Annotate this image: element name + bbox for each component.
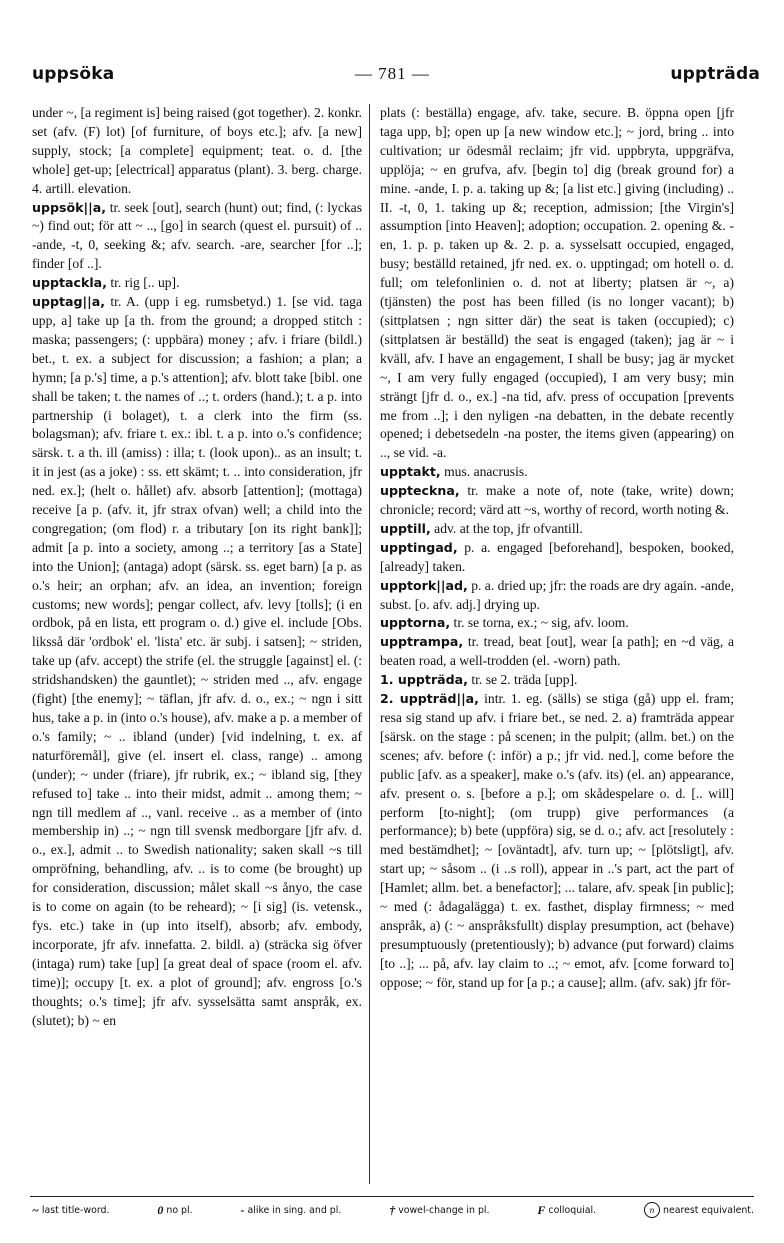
- legend-item: 0 no pl.: [157, 1202, 193, 1217]
- entry: [380, 104, 734, 463]
- headword: upptrampa,: [380, 634, 464, 650]
- legend-item: - alike in sing. and pl.: [240, 1202, 342, 1217]
- circled-n-icon: n: [644, 1202, 660, 1218]
- entry-text: adv. at the top, jfr ofvantill.: [434, 520, 583, 536]
- legend-item: n nearest equivalent.: [644, 1202, 754, 1218]
- dash-symbol-icon: -: [240, 1202, 245, 1217]
- tilde-symbol-icon: ~: [32, 1202, 39, 1217]
- entry: [380, 671, 734, 690]
- entry-text: tr. se torna, ex.; ~ sig, afv. loom.: [453, 615, 629, 631]
- entry-text: plats (: beställa) engage, afv. take, secure. B. öppna open [jfr taga upp, b]; open up [a new window etc.]; ~ jord, bring .. into cultivation; ur ödesmål reclaim; jfr vid. uppbryta, uppgräfva, upplöja; ~ en grufva, afv. [begin to] dig (break ground for) a mine. -ande, I. p. a. taking up &; [a list etc.] giving (including) .. II. -t, 0, 1. taking up &; reception, admission; [the Virgin's] assumption [into Heaven]; adoption; occupation. 2. opening &. -en, 1. p. p. taken up &. 2. p. a. sysselsatt occupied, engaged, busy; beställd retained, jfr ned. ex. o. upptingad; om hotell o. d. full; om telefonlinien o. d. not at liberty; platsen är ~, a) (tjänsten) the post has been filled (is no longer vacant); b) (sittplatsen ; ngn sitter där) the seat is taken (occupied); c) (sittplatsen är beställd) the seat is engaged (taken); jag är ~ i kväll, afv. I have an engagement, I shall be busy; jag är mycket ~, I am very fully engaged (occupied), I am very busy; min strängt [jfr d. o., ex.] -na tid, afv. press of occupation [prevents me from ..]; i den nyligen -na debatten, in the debate recently opened; i debetsedeln -na poster, the items given (appearing) on .., se vid. -a.: [380, 105, 734, 461]
- right-column: [380, 104, 734, 1186]
- entry-text: intr. 1. eg. (sälls) se stiga (gå) upp el. fram; resa sig stand up afv. i friare bet., se ned. 2. a) framträda appear [särsk. on the stage : på scenen; in the pulpit; (allm. bet.) on the scenes; afv. before (: inför) a p.; jfr vid. ned.], come before the public [afv. as a speaker], make o.'s (afv. its) (el. an) appearance, afv. present o. s. [before a p.]; om skådespelare o. d. [.. will] perform [to-night]; (om trupp) give performances (a performance); b) bete (uppföra) sig, se d. o.; afv. act [resolutely : med bestämdhet]; ~ [oväntadt], afv. turn up; ~ [plötsligt], afv. start up; ~ såsom .. (i ..s roll), appear in ..'s part, act the part of [Hamlet; allm. bet. a benefactor]; ... talare, afv. speak [in public]; ~ med (: ådagalägga) t. ex. fasthet, display firmness; ~ med anspråk, a) (: ~ anspråksfullt) display presumption, act (behave) presumptuously (pretentiously); b) advance (put forward) claims [to ..]; ... på, afv. lay claim to ..; ~ emot, afv. [come forward to] oppose; ~ för, stand up for [a p.; a cause]; allm. (afv. sak) jfr för-: [380, 691, 734, 990]
- entry: [380, 690, 734, 993]
- headword: uppteckna,: [380, 483, 460, 499]
- headword: upptill,: [380, 520, 431, 536]
- entry: [32, 104, 362, 199]
- entry: [380, 614, 734, 633]
- headword: 2. uppträd||a,: [380, 691, 479, 707]
- entry: [380, 577, 734, 615]
- entry: [32, 293, 362, 1030]
- headword: upptackla,: [32, 275, 107, 291]
- entry-text: p. a. engaged [beforehand], bespoken, booked, [already] taken.: [380, 539, 734, 574]
- headword: upptork||ad,: [380, 577, 468, 593]
- column-divider: [369, 104, 370, 1184]
- headword: upptorna,: [380, 615, 451, 631]
- entry-text: under ~, [a regiment is] being raised (got together). 2. konkr. set (afv. (F) lot) [of furniture, of boys etc.]; afv. [a new] supply, stock; [a complete] equipment; teat. o. d. [the whole] get-up; [electrical] apparatus (plant). 3. berg. charge. 4. artill. elevation.: [32, 105, 362, 196]
- entry: [380, 463, 734, 482]
- entry-text: tr. A. (upp i eg. rumsbetyd.) 1. [se vid. taga upp, a] take up [a th. from the ground; a dropped stitch : maska; passengers; (: uppbära) money ; afv. i friare (bildl.) bet., t. ex. a subject for discussion; a fashion; a plan; a hymn; [a p.'s] time, a p.'s attention]; afv. blott take [bibl. one shall be taken; t. the names of ..; t. orders (hand.); t. a p. into partnership (i bolaget), t. a clerk into the firm (ss. bolagsman); afv. friare t. ex.: ibl. t. a p. into o.'s confidence; särsk. t. a th. ill (amiss) : illa; t. (look upon).. as an insult; t. it in jest (as a joke) : ss. ett skämt; t. .. into consideration, jfr ned. ex.]; (helt o. hållet) afv. absorb [attention]; (mottaga) receive [a p. (afv. it, jfr strax ofvan) well; a child into the congregation; (om flod) r. a tributary [on its right bank]]; admit [a p. into a society, among ..; a territory [as a State] into the Union]; (antaga) adopt (särsk. ss. eget barn) [a p. as o.'s heir; an orphan; afv. an idea, an invention; foreign customs; new words]; pengar collect, afv. levy [tolls]; (i en ordbok, på en lista, ett program o. d.) give el. include [Obs. liksså där 'ordbok' el. 'lista' etc. är subj. i satsen]; ~ striden, take up (afv. accept) the strife (el. the struggle [against] el. (: stridshandsken) the gauntlet); ~ striden med .., afv. engage (fight) [the enemy]; ~ täflan, jfr afv. d. o., ex.; ~ ngn i sitt hus, take a p. in (into o.'s house), afv. make a p. a member of o.'s family; ~ .. ibland (under) [vid indelning, t. ex. af naturföremål], give (el. insert el. class, range) .. among (under); ~ under (friare), jfr rubrik, ex.; ~ ibland sig, [they refused to] take .. into their midst, admit .. among them; ~ ngn till medlem af .., vanl. receive .. as a member of (into membership in) ..; ~ ngn till svensk medborgare [jfr afv. d. o., ex.], admit .. to Swedish nationality; saken skall ~s till ompröfning, behandling, afv. .. is to come (be brought) up for consideration, discussion; målet skall ~s ånyo, the case is to come on again (to be reheard); ~ [i sig] (is. vetensk., fys. etc.) take in (up into itself), absorb; afv. embody, incorporate, jfr afv. innefatta. 2. bildl. a) (sträcka sig öfver (intaga) rum) take [up] [a great deal of space (room el. afv. time)]; occupy [t. ex. a plot of ground]; afv. engross [o.'s thoughts; o.'s time]; jfr afv. sysselsätta samt anspråk, ex. (slutet); b) ~ en: [32, 294, 362, 1028]
- running-header: [32, 64, 760, 90]
- entry-text: mus. anacrusis.: [444, 464, 528, 480]
- entry: [380, 539, 734, 577]
- entry-text: p. a. dried up; jfr: the roads are dry again. -ande, subst. [o. afv. adj.] drying up.: [380, 577, 734, 612]
- legend-item: † vowel-change in pl.: [389, 1202, 490, 1217]
- entry: [380, 482, 734, 520]
- entry-text: tr. se 2. träda [upp].: [471, 672, 578, 688]
- legend-item: ~ last title-word.: [32, 1202, 110, 1217]
- entry: [32, 199, 362, 275]
- headword: 1. uppträda,: [380, 672, 468, 688]
- headword: upptag||a,: [32, 294, 106, 310]
- header-right-guide-word: uppträda: [670, 64, 760, 84]
- entry-text: tr. tread, beat [out], wear [a path]; en ~d väg, a beaten road, a well-trodden (el. -worn) path.: [380, 634, 734, 669]
- dagger-symbol-icon: †: [389, 1202, 396, 1217]
- entry: [32, 274, 362, 293]
- zero-symbol-icon: 0: [157, 1202, 164, 1217]
- headword: upptakt,: [380, 464, 441, 480]
- headword: uppsök||a,: [32, 199, 107, 215]
- symbol-legend: [32, 1201, 754, 1219]
- entry-text: tr. rig [.. up].: [110, 275, 180, 291]
- entry: [380, 633, 734, 671]
- legend-item: F colloquial.: [537, 1202, 597, 1217]
- page-number: — 781 —: [354, 64, 430, 83]
- left-column: [32, 104, 362, 1186]
- headword: upptingad,: [380, 539, 458, 555]
- footer-rule: [30, 1196, 754, 1197]
- f-symbol-icon: F: [537, 1202, 546, 1217]
- entry-text: tr. seek [out], search (hunt) out; find, (: lyckas ~) find out; för att ~ .., [go] in search (quest el. pursuit) of .. -ande, -t, 0, seeking &; afv. search. -are, searcher [for ..]; finder [of ..].: [32, 199, 362, 272]
- header-left-guide-word: uppsöka: [32, 64, 115, 84]
- entry-text: tr. make a note of, note (take, write) down; chronicle; record; värd att ~s, worthy of record, worth noting &.: [380, 483, 734, 518]
- entry: [380, 520, 734, 539]
